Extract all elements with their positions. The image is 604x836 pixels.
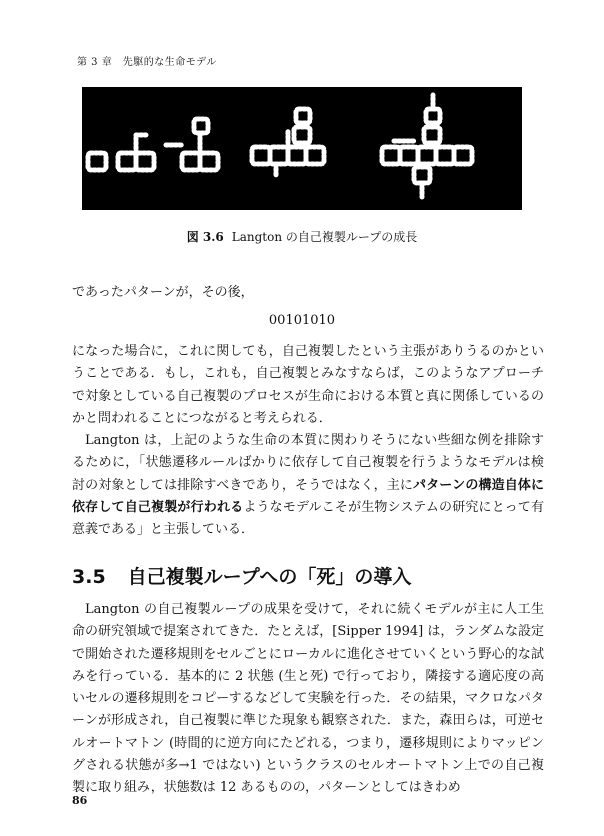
paragraph-1: になった場合に，これに関しても，自己複製したという主張がありうるのかということである．もし，これも，自己複製とみなすならば，このようなアプローチで対象としている自己複製のプロセスが生命における本質と真に関係しているのかと問われることにつながると考えられる． xyxy=(72,344,544,426)
figure-caption xyxy=(0,228,604,245)
figure-langton-loops xyxy=(82,87,522,210)
figure-caption-text: Langton の自己複製ループの成長 xyxy=(231,230,418,244)
loop-stage-3 xyxy=(166,119,218,170)
paragraph-2-text-a: Langton は，上記のような生命の本質に関わりそうにない些細な例を排除するために，「状態遷移ルールばかりに依存して自己複製を行うようなモデルは検討の対象としては排除すべきであり，そうではなく，主に xyxy=(72,433,544,493)
page-number: 86 xyxy=(72,794,88,807)
section-number: 3.5 xyxy=(72,566,106,588)
loop-stage-2 xyxy=(118,135,154,170)
paragraph-2-emphasis: パターンの構造自体に依存して自己複製が行われる xyxy=(72,477,544,515)
loop-stage-1 xyxy=(88,153,106,170)
paragraph-3: Langton の自己複製ループの成果を受けて，それに続くモデルが主に人工生命の研究領域で提案されてきた．たとえば，[Sipper 1994] は，ランダムな設定で開始された遷移規則をセルごとにローカルに進化させていくという野心的な試みを行っている．基本的に 2 状態 (生と死) で行っており，隣接する適応度の高いセルの遷移規則をコピーするなどして実験を行った．その結果，マクロなパターンが形成され，自己複製に準じた現象も観察された．また，森田らは，可逆セルオートマトン (時間的に逆方向にたどれる，つまり，遷移規則によりマッピングされる状態が多→1 ではない) というクラスのセルオートマトン上での自己複製に取り組み，状態数は 12 あるものの，パターンとしてはきわめ xyxy=(72,602,544,796)
loop-stage-4 xyxy=(252,109,324,177)
section-title: 自己複製ループへの「死」の導入 xyxy=(127,566,412,588)
running-header: 第 3 章 先駆的な生命モデル xyxy=(77,57,217,68)
figure-label: 図 3.6 xyxy=(186,230,224,244)
bitstring-display: 00101010 xyxy=(268,313,336,328)
section-heading xyxy=(72,562,411,589)
paragraph-2-text-b: ようなモデルこそが生物システムの研究にとって有意義である」と主張している． xyxy=(72,499,544,538)
langton-loop-growth-image xyxy=(82,87,522,210)
paragraph-2 xyxy=(72,430,544,541)
intro-line: であったパターンが，その後， xyxy=(72,285,254,300)
loop-stage-5 xyxy=(382,95,472,197)
